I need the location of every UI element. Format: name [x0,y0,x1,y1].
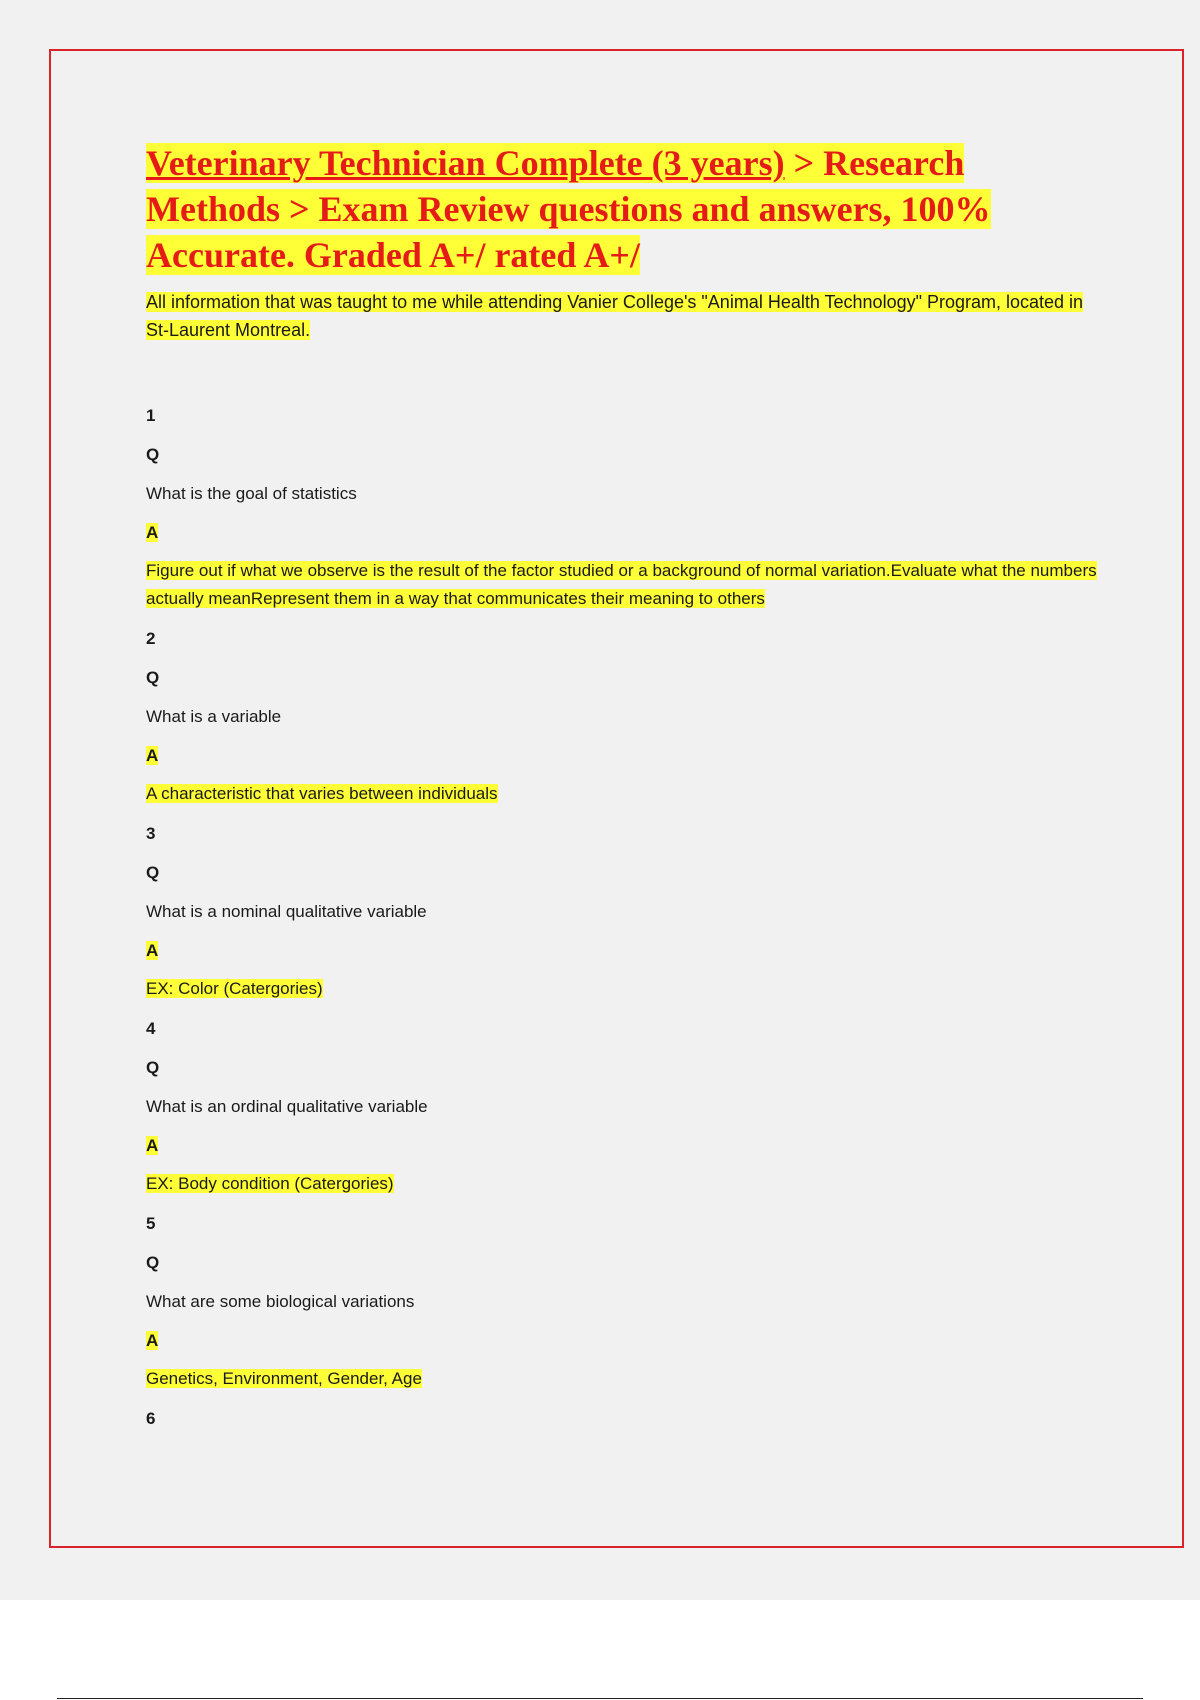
question-number: 6 [146,1409,156,1428]
answer-label: A [146,1136,159,1155]
answer-text: A characteristic that varies between individuals [146,784,498,803]
question-label: Q [146,445,160,464]
qa-item [146,1204,1106,1399]
answer-text: EX: Body condition (Catergories) [146,1174,394,1193]
question-text: What are some biological variations [146,1292,415,1311]
answer-text: EX: Color (Catergories) [146,979,323,998]
title-link[interactable]: Veterinary Technician Complete (3 years) [146,143,785,183]
question-label: Q [146,1058,160,1077]
subtitle-text: All information that was taught to me while attending Vanier College's "Animal Health Technology" Program, located in St-Laurent Montreal. [146,292,1084,340]
answer-label: A [146,523,159,542]
question-text: What is the goal of statistics [146,484,357,503]
document-subtitle [146,288,1106,344]
qa-item [146,619,1106,814]
qa-list [146,396,1106,1438]
answer-label: A [146,1331,159,1350]
answer-label: A [146,941,159,960]
answer-text: Genetics, Environment, Gender, Age [146,1369,422,1388]
qa-item [146,814,1106,1009]
question-number: 1 [146,406,156,425]
question-number: 2 [146,629,156,648]
answer-text: Figure out if what we observe is the result of the factor studied or a background of normal variation.Evaluate what the numbers actually meanRepresent them in a way that communicates their meaning to others [146,561,1097,608]
question-number: 5 [146,1214,156,1233]
question-text: What is an ordinal qualitative variable [146,1097,428,1116]
title-rest: > Research Methods > Exam Review questions and answers, 100% Accurate. Graded A+/ rated A+/ [146,143,991,275]
document-title [146,140,1106,278]
question-text: What is a nominal qualitative variable [146,902,427,921]
question-label: Q [146,863,160,882]
question-number: 3 [146,824,156,843]
answer-label: A [146,746,159,765]
qa-item [146,1009,1106,1204]
question-number: 4 [146,1019,156,1038]
question-label: Q [146,1253,160,1272]
qa-item [146,396,1106,619]
document-content [146,140,1106,1438]
question-label: Q [146,668,160,687]
question-text: What is a variable [146,707,282,726]
page-divider [57,1698,1143,1699]
